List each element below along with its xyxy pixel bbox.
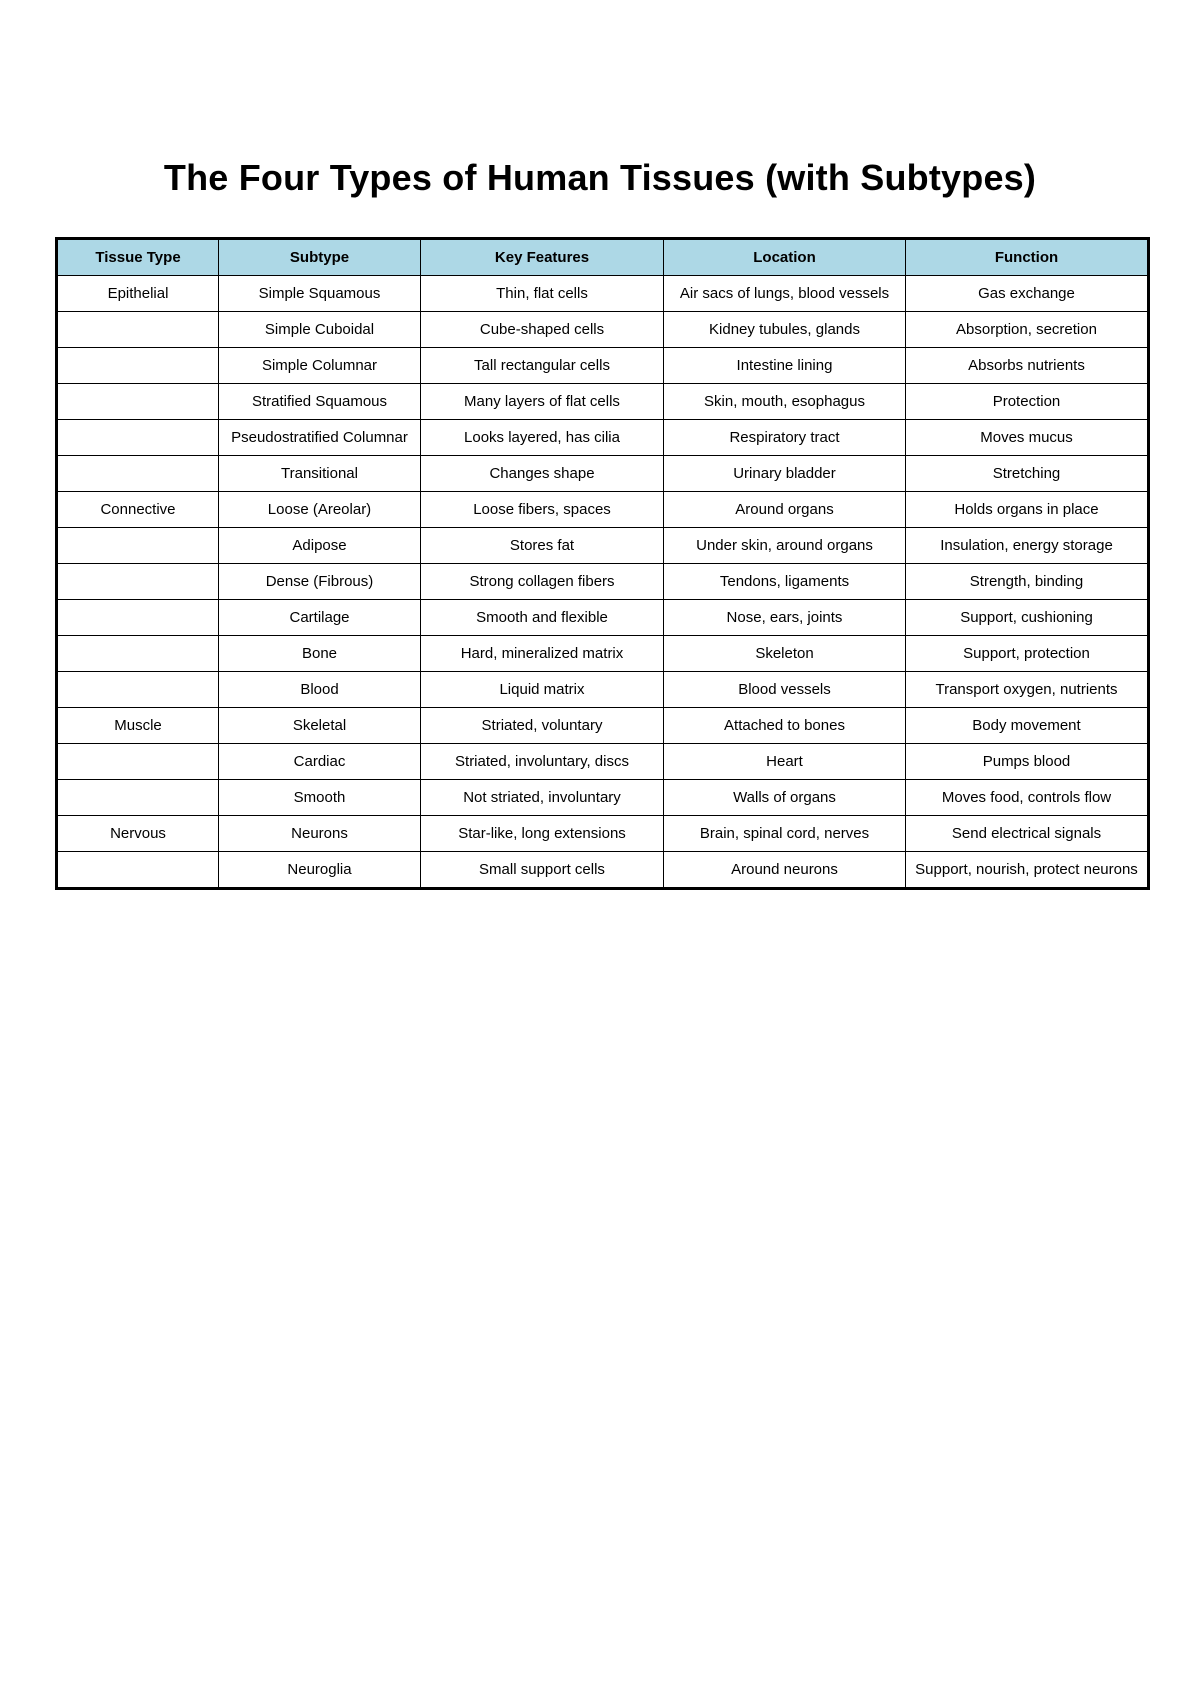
cell-subtype: Skeletal xyxy=(219,708,421,744)
cell-subtype: Neuroglia xyxy=(219,852,421,889)
table-row xyxy=(57,780,1149,816)
cell-function: Transport oxygen, nutrients xyxy=(906,672,1149,708)
table-row xyxy=(57,312,1149,348)
header-function: Function xyxy=(906,239,1149,276)
table-row xyxy=(57,672,1149,708)
cell-subtype: Smooth xyxy=(219,780,421,816)
cell-location: Heart xyxy=(664,744,906,780)
table-row xyxy=(57,636,1149,672)
table-row xyxy=(57,276,1149,312)
table-body xyxy=(57,276,1149,889)
cell-location: Nose, ears, joints xyxy=(664,600,906,636)
table-header-row xyxy=(57,239,1149,276)
cell-key-features: Hard, mineralized matrix xyxy=(421,636,664,672)
cell-function: Absorption, secretion xyxy=(906,312,1149,348)
cell-tissue-type xyxy=(57,636,219,672)
cell-key-features: Cube-shaped cells xyxy=(421,312,664,348)
cell-tissue-type: Nervous xyxy=(57,816,219,852)
cell-subtype: Neurons xyxy=(219,816,421,852)
cell-key-features: Not striated, involuntary xyxy=(421,780,664,816)
table-row xyxy=(57,564,1149,600)
table-row xyxy=(57,600,1149,636)
cell-location: Attached to bones xyxy=(664,708,906,744)
cell-location: Walls of organs xyxy=(664,780,906,816)
cell-tissue-type xyxy=(57,420,219,456)
cell-function: Support, nourish, protect neurons xyxy=(906,852,1149,889)
cell-subtype: Dense (Fibrous) xyxy=(219,564,421,600)
table-row xyxy=(57,348,1149,384)
cell-subtype: Adipose xyxy=(219,528,421,564)
cell-subtype: Simple Squamous xyxy=(219,276,421,312)
cell-key-features: Striated, involuntary, discs xyxy=(421,744,664,780)
table-row xyxy=(57,852,1149,889)
cell-tissue-type xyxy=(57,600,219,636)
cell-function: Moves food, controls flow xyxy=(906,780,1149,816)
cell-subtype: Simple Cuboidal xyxy=(219,312,421,348)
cell-location: Tendons, ligaments xyxy=(664,564,906,600)
tissue-table xyxy=(55,237,1150,890)
cell-function: Moves mucus xyxy=(906,420,1149,456)
cell-tissue-type xyxy=(57,780,219,816)
table-row xyxy=(57,420,1149,456)
cell-key-features: Liquid matrix xyxy=(421,672,664,708)
cell-location: Around organs xyxy=(664,492,906,528)
cell-tissue-type xyxy=(57,384,219,420)
cell-key-features: Stores fat xyxy=(421,528,664,564)
cell-function: Gas exchange xyxy=(906,276,1149,312)
cell-location: Kidney tubules, glands xyxy=(664,312,906,348)
cell-function: Support, protection xyxy=(906,636,1149,672)
cell-key-features: Smooth and flexible xyxy=(421,600,664,636)
cell-location: Air sacs of lungs, blood vessels xyxy=(664,276,906,312)
cell-location: Under skin, around organs xyxy=(664,528,906,564)
cell-tissue-type xyxy=(57,852,219,889)
cell-location: Skeleton xyxy=(664,636,906,672)
cell-location: Blood vessels xyxy=(664,672,906,708)
cell-tissue-type xyxy=(57,312,219,348)
cell-subtype: Bone xyxy=(219,636,421,672)
cell-location: Around neurons xyxy=(664,852,906,889)
page-title: The Four Types of Human Tissues (with Subtypes) xyxy=(163,157,1037,198)
cell-function: Holds organs in place xyxy=(906,492,1149,528)
header-key-features: Key Features xyxy=(421,239,664,276)
cell-function: Stretching xyxy=(906,456,1149,492)
cell-tissue-type xyxy=(57,672,219,708)
cell-subtype: Pseudostratified Columnar xyxy=(219,420,421,456)
table-row xyxy=(57,744,1149,780)
cell-tissue-type xyxy=(57,744,219,780)
header-subtype: Subtype xyxy=(219,239,421,276)
cell-location: Skin, mouth, esophagus xyxy=(664,384,906,420)
cell-subtype: Loose (Areolar) xyxy=(219,492,421,528)
cell-location: Intestine lining xyxy=(664,348,906,384)
cell-function: Absorbs nutrients xyxy=(906,348,1149,384)
cell-function: Send electrical signals xyxy=(906,816,1149,852)
cell-key-features: Many layers of flat cells xyxy=(421,384,664,420)
cell-subtype: Transitional xyxy=(219,456,421,492)
cell-tissue-type xyxy=(57,456,219,492)
cell-location: Brain, spinal cord, nerves xyxy=(664,816,906,852)
cell-location: Urinary bladder xyxy=(664,456,906,492)
table-row xyxy=(57,492,1149,528)
cell-tissue-type xyxy=(57,528,219,564)
cell-function: Strength, binding xyxy=(906,564,1149,600)
cell-key-features: Striated, voluntary xyxy=(421,708,664,744)
cell-tissue-type xyxy=(57,564,219,600)
cell-key-features: Changes shape xyxy=(421,456,664,492)
cell-key-features: Tall rectangular cells xyxy=(421,348,664,384)
table-row xyxy=(57,708,1149,744)
cell-key-features: Looks layered, has cilia xyxy=(421,420,664,456)
cell-subtype: Simple Columnar xyxy=(219,348,421,384)
cell-key-features: Star-like, long extensions xyxy=(421,816,664,852)
cell-tissue-type: Muscle xyxy=(57,708,219,744)
cell-subtype: Cardiac xyxy=(219,744,421,780)
cell-tissue-type: Connective xyxy=(57,492,219,528)
header-tissue-type: Tissue Type xyxy=(57,239,219,276)
header-location: Location xyxy=(664,239,906,276)
cell-subtype: Blood xyxy=(219,672,421,708)
cell-subtype: Cartilage xyxy=(219,600,421,636)
table-row xyxy=(57,384,1149,420)
table-row xyxy=(57,816,1149,852)
cell-function: Insulation, energy storage xyxy=(906,528,1149,564)
cell-function: Pumps blood xyxy=(906,744,1149,780)
cell-subtype: Stratified Squamous xyxy=(219,384,421,420)
cell-function: Support, cushioning xyxy=(906,600,1149,636)
cell-tissue-type xyxy=(57,348,219,384)
cell-function: Body movement xyxy=(906,708,1149,744)
cell-key-features: Small support cells xyxy=(421,852,664,889)
cell-tissue-type: Epithelial xyxy=(57,276,219,312)
cell-function: Protection xyxy=(906,384,1149,420)
table-row xyxy=(57,456,1149,492)
cell-location: Respiratory tract xyxy=(664,420,906,456)
cell-key-features: Thin, flat cells xyxy=(421,276,664,312)
cell-key-features: Strong collagen fibers xyxy=(421,564,664,600)
table-row xyxy=(57,528,1149,564)
cell-key-features: Loose fibers, spaces xyxy=(421,492,664,528)
